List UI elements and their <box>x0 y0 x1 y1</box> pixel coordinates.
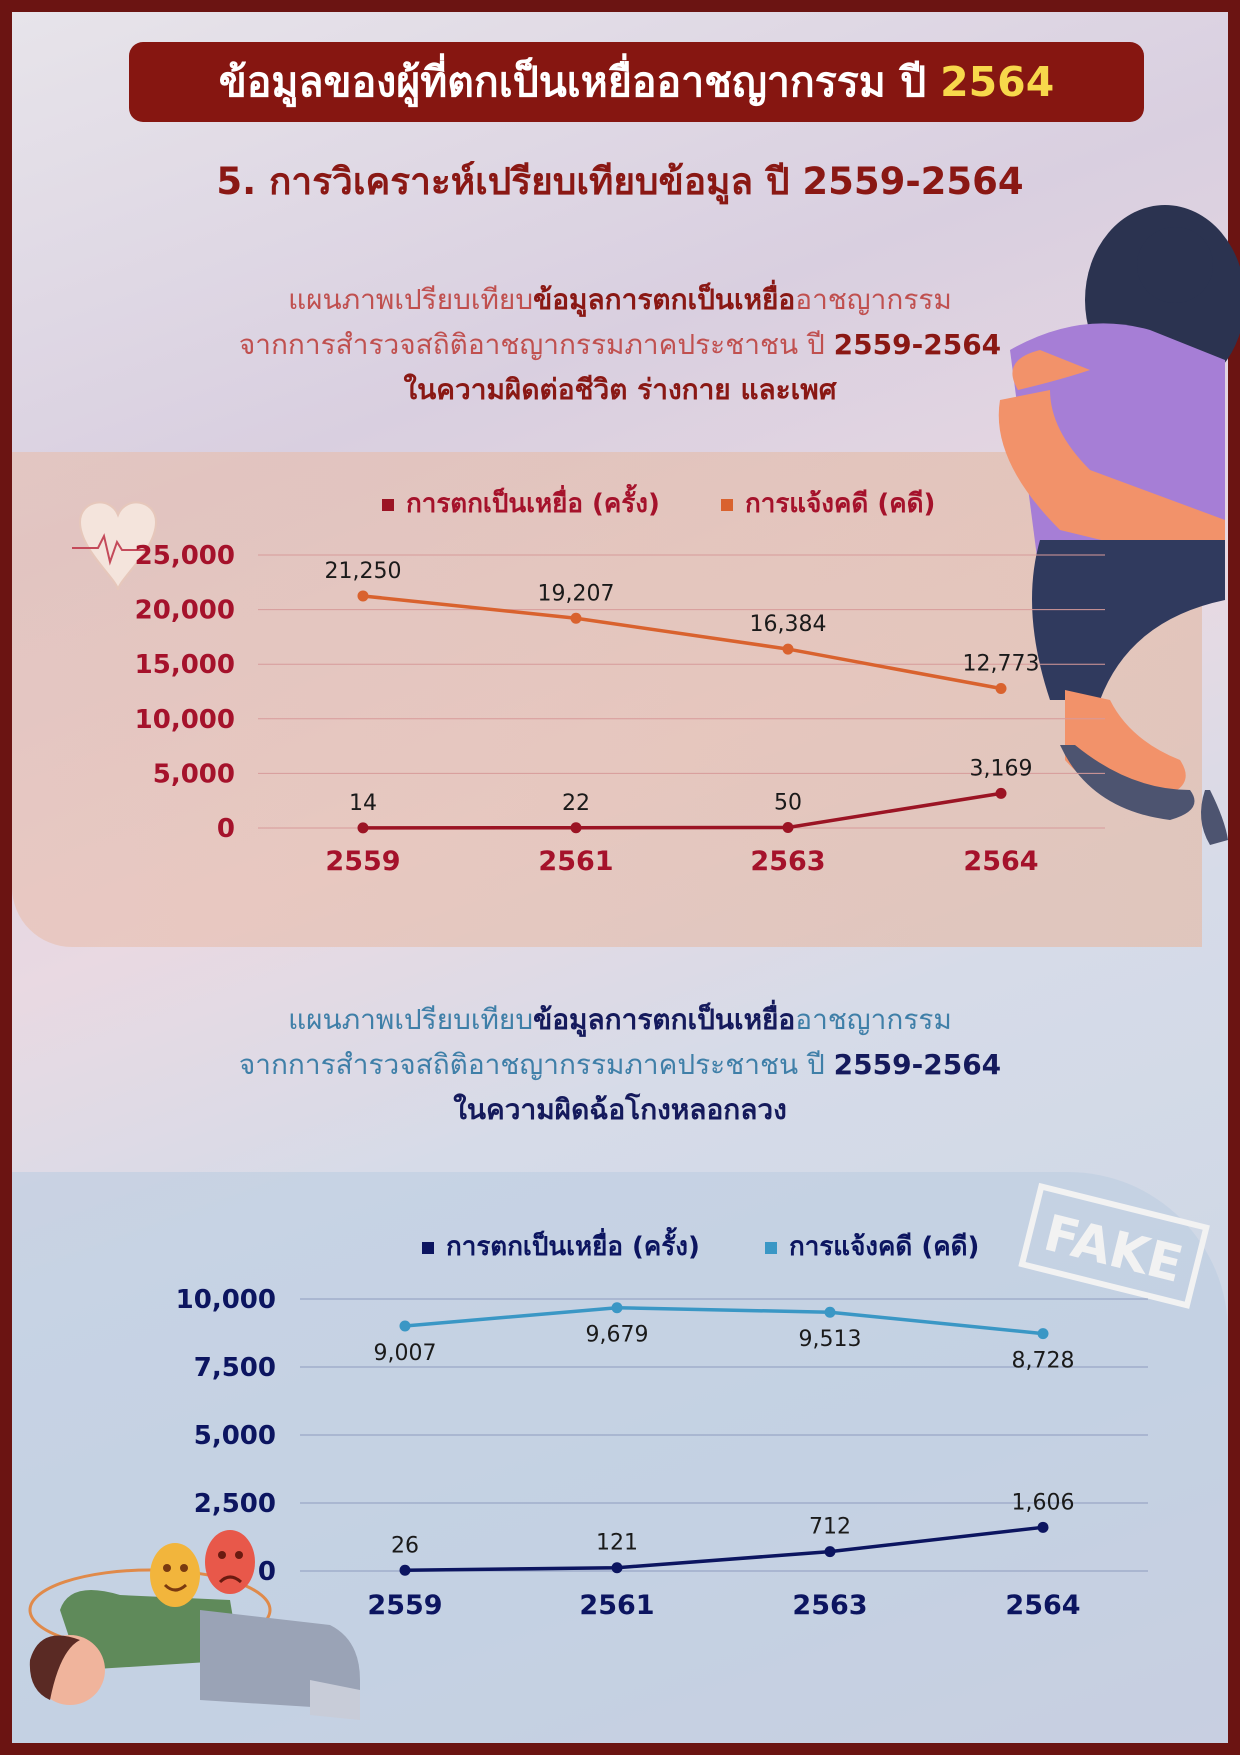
data-label: 3,169 <box>969 756 1033 782</box>
series-line <box>405 1308 1043 1334</box>
data-point <box>1038 1522 1049 1533</box>
data-label: 50 <box>774 790 802 816</box>
data-label: 9,679 <box>585 1322 649 1348</box>
data-label: 12,773 <box>962 651 1040 677</box>
chart2-caption-strong: 2559-2564 <box>833 1048 1002 1081</box>
x-tick-label: 2563 <box>750 846 826 877</box>
title-text: ข้อมูลของผู้ที่ตกเป็นเหยื่ออาชญากรรม ปี <box>218 57 927 106</box>
chart1-caption-strong: ข้อมูลการตกเป็นเหยื่อ <box>533 283 796 316</box>
fake-stamp <box>1022 1186 1206 1305</box>
data-point <box>1038 1328 1049 1339</box>
data-point <box>358 822 369 833</box>
data-point <box>996 788 1007 799</box>
data-label: 121 <box>596 1530 638 1556</box>
chart2-caption-part: อาชญากรรม <box>795 1003 952 1036</box>
title-year: 2564 <box>940 58 1055 106</box>
fake-stamp-text: FAKE <box>1038 1203 1189 1294</box>
data-point <box>996 683 1007 694</box>
y-tick-label: 5,000 <box>152 759 235 790</box>
legend-swatch <box>721 499 733 511</box>
data-label: 8,728 <box>1011 1348 1075 1374</box>
data-point <box>612 1562 623 1573</box>
data-point <box>400 1321 411 1332</box>
data-label: 26 <box>391 1533 419 1559</box>
chart2-caption-part: แผนภาพเปรียบเทียบ <box>288 1003 534 1036</box>
victim-lying-illustration <box>30 1530 360 1720</box>
chart-fraud <box>176 1226 1148 1621</box>
x-tick-label: 2561 <box>579 1590 655 1621</box>
section-subtitle: 5. การวิเคราะห์เปรียบเทียบข้อมูล ปี 2559-2564 <box>216 160 1024 203</box>
y-tick-label: 25,000 <box>134 541 235 571</box>
data-point <box>571 822 582 833</box>
x-tick-label: 2559 <box>325 846 401 877</box>
sad-woman-illustration <box>999 205 1240 845</box>
data-label: 1,606 <box>1011 1490 1075 1516</box>
x-tick-label: 2564 <box>963 846 1039 877</box>
data-label: 9,513 <box>798 1327 862 1353</box>
legend-label: การแจ้งคดี (คดี) <box>745 489 936 519</box>
data-label: 14 <box>349 790 377 816</box>
legend-swatch <box>422 1242 434 1254</box>
legend-label: การตกเป็นเหยื่อ (ครั้ง) <box>446 1232 700 1262</box>
data-point <box>612 1302 623 1313</box>
y-tick-label: 20,000 <box>134 595 235 626</box>
legend-label: การแจ้งคดี (คดี) <box>789 1232 980 1262</box>
chart-violence <box>135 483 1105 877</box>
y-tick-label: 10,000 <box>134 704 235 735</box>
data-point <box>400 1565 411 1576</box>
data-label: 9,007 <box>373 1341 437 1367</box>
data-label: 712 <box>809 1514 851 1540</box>
data-point <box>783 822 794 833</box>
legend-swatch <box>382 499 394 511</box>
data-point <box>358 590 369 601</box>
y-tick-label: 15,000 <box>134 650 235 681</box>
data-point <box>571 613 582 624</box>
x-tick-label: 2561 <box>538 846 614 877</box>
y-tick-label: 5,000 <box>193 1421 276 1451</box>
data-label: 16,384 <box>749 612 827 638</box>
chart1-caption-part: อาชญากรรม <box>795 283 952 316</box>
x-tick-label: 2563 <box>792 1590 868 1621</box>
data-label: 22 <box>562 790 590 816</box>
x-tick-label: 2564 <box>1005 1590 1081 1621</box>
drama-masks-icon <box>150 1530 255 1607</box>
data-point <box>783 644 794 655</box>
data-label: 21,250 <box>324 558 402 584</box>
x-tick-label: 2559 <box>367 1590 443 1621</box>
y-tick-label: 2,500 <box>193 1489 276 1519</box>
chart2-caption-strong: ข้อมูลการตกเป็นเหยื่อ <box>533 1003 796 1036</box>
chart1-caption-strong: 2559-2564 <box>833 328 1002 361</box>
data-label: 19,207 <box>537 581 615 607</box>
legend-swatch <box>765 1242 777 1254</box>
chart1-caption-line3: ในความผิดต่อชีวิต ร่างกาย และเพศ <box>403 373 837 406</box>
y-tick-label: 0 <box>216 814 235 844</box>
chart2-caption-part: จากการสำรวจสถิติอาชญากรรมภาคประชาชน ปี <box>238 1048 834 1081</box>
y-tick-label: 10,000 <box>175 1285 276 1315</box>
y-tick-label: 0 <box>257 1557 276 1587</box>
data-point <box>825 1307 836 1318</box>
data-point <box>825 1546 836 1557</box>
legend-label: การตกเป็นเหยื่อ (ครั้ง) <box>406 489 660 519</box>
y-tick-label: 7,500 <box>193 1353 276 1383</box>
chart2-caption-line3: ในความผิดฉ้อโกงหลอกลวง <box>453 1093 787 1126</box>
chart1-caption-part: จากการสำรวจสถิติอาชญากรรมภาคประชาชน ปี <box>238 328 834 361</box>
series-line <box>405 1527 1043 1570</box>
chart1-caption-part: แผนภาพเปรียบเทียบ <box>288 283 534 316</box>
